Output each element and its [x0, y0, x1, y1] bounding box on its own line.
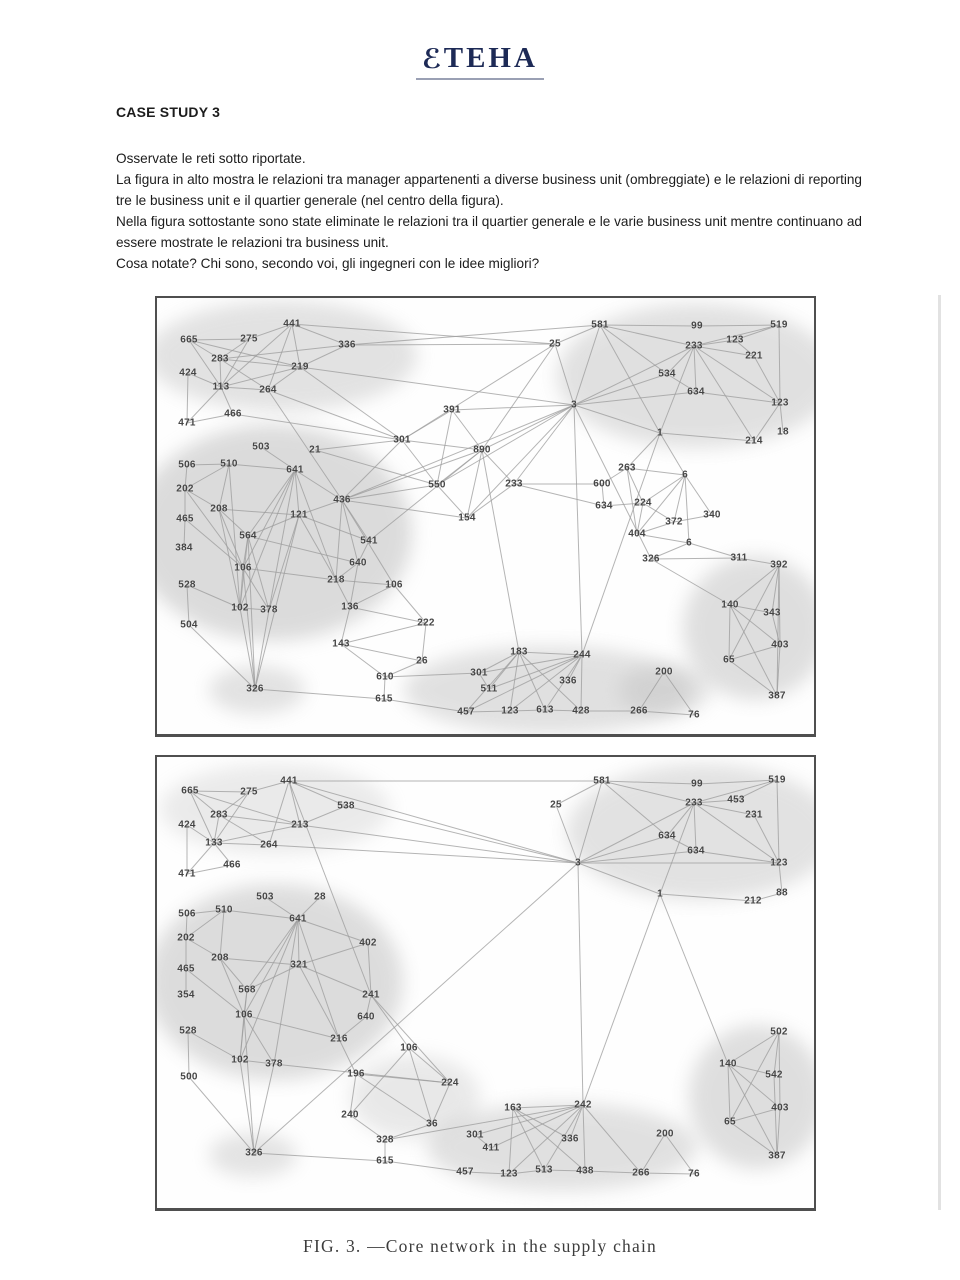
network-edge [346, 806, 578, 863]
network-node-99: 99 [691, 320, 703, 332]
network-node-123: 123 [501, 705, 519, 717]
network-node-541: 541 [360, 535, 378, 547]
network-node-154: 154 [458, 512, 476, 524]
network-edge [467, 405, 574, 518]
network-node-340: 340 [703, 509, 721, 521]
network-node-600: 600 [593, 478, 611, 490]
network-node-1: 1 [657, 888, 663, 900]
network-node-328: 328 [376, 1134, 394, 1146]
network-node-26: 26 [416, 655, 428, 667]
network-node-202: 202 [177, 932, 195, 944]
network-node-123: 123 [726, 334, 744, 346]
network-node-466: 466 [224, 408, 242, 420]
network-node-336: 336 [338, 339, 356, 351]
network-node-436: 436 [333, 494, 351, 506]
network-node-301: 301 [466, 1129, 484, 1141]
case-study-heading: CASE STUDY 3 [116, 104, 221, 120]
network-node-581: 581 [593, 775, 611, 787]
network-node-65: 65 [723, 654, 735, 666]
network-node-378: 378 [265, 1058, 283, 1070]
network-node-275: 275 [240, 786, 258, 798]
network-figure-top [155, 296, 816, 737]
body-text [116, 148, 862, 274]
network-node-384: 384 [175, 542, 193, 554]
network-node-121: 121 [290, 509, 308, 521]
network-node-25: 25 [549, 338, 561, 350]
network-node-275: 275 [240, 333, 258, 345]
network-node-326: 326 [642, 553, 660, 565]
network-node-613: 613 [536, 704, 554, 716]
network-node-28: 28 [314, 891, 326, 903]
network-node-402: 402 [359, 937, 377, 949]
cluster-shading-blob [157, 301, 417, 411]
cluster-shading-blob [157, 425, 412, 641]
network-node-424: 424 [178, 819, 196, 831]
network-node-231: 231 [745, 809, 763, 821]
network-node-564: 564 [239, 530, 257, 542]
network-node-534: 534 [658, 368, 676, 380]
cluster-shading-blob [689, 1025, 814, 1169]
network-node-403: 403 [771, 1102, 789, 1114]
network-node-133: 133 [205, 837, 223, 849]
network-node-441: 441 [283, 318, 301, 330]
network-node-500: 500 [180, 1071, 198, 1083]
network-node-466: 466 [223, 859, 241, 871]
network-node-506: 506 [178, 908, 196, 920]
network-edge [402, 440, 437, 485]
network-node-519: 519 [770, 319, 788, 331]
network-node-106: 106 [235, 1009, 253, 1021]
network-node-113: 113 [212, 381, 230, 393]
network-node-404: 404 [628, 528, 646, 540]
network-edge [342, 405, 574, 500]
network-node-634: 634 [687, 386, 705, 398]
network-edge [482, 344, 555, 450]
network-edge [685, 475, 689, 543]
network-node-3: 3 [575, 857, 581, 869]
network-node-438: 438 [576, 1165, 594, 1177]
network-node-457: 457 [457, 706, 475, 718]
network-node-336: 336 [559, 675, 577, 687]
network-node-453: 453 [727, 794, 745, 806]
network-edge [514, 484, 604, 506]
network-node-102: 102 [231, 1054, 249, 1066]
network-node-465: 465 [176, 513, 194, 525]
network-node-18: 18 [777, 426, 789, 438]
network-node-326: 326 [245, 1147, 263, 1159]
network-node-221: 221 [745, 350, 763, 362]
network-node-471: 471 [178, 868, 196, 880]
network-node-224: 224 [441, 1077, 459, 1089]
network-node-510: 510 [220, 458, 238, 470]
network-node-99: 99 [691, 778, 703, 790]
logo-text: TEHA [443, 42, 538, 74]
network-node-244: 244 [573, 649, 591, 661]
network-node-140: 140 [721, 599, 739, 611]
network-node-123: 123 [771, 397, 789, 409]
network-node-25: 25 [550, 799, 562, 811]
network-node-233: 233 [505, 478, 523, 490]
network-node-301: 301 [470, 667, 488, 679]
network-node-212: 212 [744, 895, 762, 907]
network-node-106: 106 [400, 1042, 418, 1054]
teha-monogram-icon: ℰ [422, 44, 442, 75]
network-node-224: 224 [634, 497, 652, 509]
network-node-301: 301 [393, 434, 411, 446]
network-node-264: 264 [259, 384, 277, 396]
network-node-202: 202 [176, 483, 194, 495]
network-edge [341, 623, 426, 644]
network-node-123: 123 [770, 857, 788, 869]
network-node-326: 326 [246, 683, 264, 695]
network-node-222: 222 [417, 617, 435, 629]
network-node-1: 1 [657, 427, 663, 439]
network-node-88: 88 [776, 887, 788, 899]
network-node-242: 242 [574, 1099, 592, 1111]
network-node-241: 241 [362, 989, 380, 1001]
network-node-634: 634 [687, 845, 705, 857]
network-node-200: 200 [656, 1128, 674, 1140]
network-node-106: 106 [234, 562, 252, 574]
network-node-457: 457 [456, 1166, 474, 1178]
network-node-143: 143 [332, 638, 350, 650]
network-node-391: 391 [443, 404, 461, 416]
network-node-634: 634 [595, 500, 613, 512]
network-node-640: 640 [357, 1011, 375, 1023]
network-edge [660, 894, 728, 1064]
network-node-208: 208 [211, 952, 229, 964]
network-node-387: 387 [768, 1150, 786, 1162]
network-node-102: 102 [231, 602, 249, 614]
network-node-538: 538 [337, 800, 355, 812]
network-node-183: 183 [510, 646, 528, 658]
paragraph-intro: Osservate le reti sotto riportate. [116, 151, 306, 166]
network-node-264: 264 [260, 839, 278, 851]
network-node-665: 665 [180, 334, 198, 346]
network-node-581: 581 [591, 319, 609, 331]
network-node-233: 233 [685, 797, 703, 809]
network-node-311: 311 [730, 552, 748, 564]
network-node-513: 513 [535, 1164, 553, 1176]
network-node-36: 36 [426, 1118, 438, 1130]
network-node-634: 634 [658, 830, 676, 842]
network-node-208: 208 [210, 503, 228, 515]
network-node-568: 568 [238, 984, 256, 996]
network-edge [269, 845, 578, 863]
network-node-283: 283 [210, 809, 228, 821]
network-node-6: 6 [682, 469, 688, 481]
network-node-503: 503 [252, 441, 270, 453]
network-node-471: 471 [178, 417, 196, 429]
network-node-266: 266 [632, 1167, 650, 1179]
network-node-641: 641 [289, 913, 307, 925]
network-node-528: 528 [179, 1025, 197, 1037]
network-node-503: 503 [256, 891, 274, 903]
network-node-411: 411 [482, 1142, 500, 1154]
network-node-233: 233 [685, 340, 703, 352]
network-node-615: 615 [376, 1155, 394, 1167]
network-node-465: 465 [177, 963, 195, 975]
network-node-65: 65 [724, 1116, 736, 1128]
network-node-378: 378 [260, 604, 278, 616]
paragraph-bottom-figure: Nella figura sottostante sono state eliminate le relazioni tra il quartier generale e le varie business unit mentre continuano ad essere mostrate le relazioni tra business unit. [116, 214, 862, 250]
network-node-428: 428 [572, 705, 590, 717]
network-node-136: 136 [341, 601, 359, 613]
network-node-550: 550 [428, 479, 446, 491]
logo [0, 42, 960, 80]
page-scan-edge [938, 295, 941, 1210]
network-node-321: 321 [290, 959, 308, 971]
network-edge [578, 863, 583, 1105]
network-node-196: 196 [347, 1068, 365, 1080]
network-node-336: 336 [561, 1133, 579, 1145]
network-node-283: 283 [211, 353, 229, 365]
network-node-542: 542 [765, 1069, 783, 1081]
figure-caption: FIG. 3. —Core network in the supply chain [303, 1236, 657, 1256]
network-edge [402, 440, 482, 450]
network-node-640: 640 [349, 557, 367, 569]
network-node-6: 6 [686, 537, 692, 549]
network-edge [437, 410, 452, 485]
network-edge [583, 894, 660, 1105]
network-node-21: 21 [309, 444, 321, 456]
paragraph-question: Cosa notate? Chi sono, secondo voi, gli ingegneri con le idee migliori? [116, 256, 540, 271]
network-node-519: 519 [768, 774, 786, 786]
network-node-424: 424 [179, 367, 197, 379]
network-node-387: 387 [768, 690, 786, 702]
network-node-441: 441 [280, 775, 298, 787]
network-node-392: 392 [770, 559, 788, 571]
network-node-372: 372 [665, 516, 683, 528]
network-node-510: 510 [215, 904, 233, 916]
network-node-263: 263 [618, 462, 636, 474]
network-node-665: 665 [181, 785, 199, 797]
network-figure-bottom [155, 755, 816, 1211]
network-node-528: 528 [178, 579, 196, 591]
network-edge [574, 405, 582, 655]
network-node-76: 76 [688, 1168, 700, 1180]
network-node-214: 214 [745, 435, 763, 447]
network-node-502: 502 [770, 1026, 788, 1038]
network-node-615: 615 [375, 693, 393, 705]
network-node-354: 354 [177, 989, 195, 1001]
network-node-266: 266 [630, 705, 648, 717]
network-node-240: 240 [341, 1109, 359, 1121]
network-node-213: 213 [291, 819, 309, 831]
network-node-504: 504 [180, 619, 198, 631]
network-node-123: 123 [500, 1168, 518, 1180]
network-node-106: 106 [385, 579, 403, 591]
network-node-403: 403 [771, 639, 789, 651]
network-node-200: 200 [655, 666, 673, 678]
network-node-3: 3 [571, 399, 577, 411]
logo-underline [416, 42, 544, 80]
network-node-610: 610 [376, 671, 394, 683]
network-node-163: 163 [504, 1102, 522, 1114]
network-node-506: 506 [178, 459, 196, 471]
network-node-641: 641 [286, 464, 304, 476]
network-node-511: 511 [480, 683, 498, 695]
network-node-219: 219 [291, 361, 309, 373]
network-node-76: 76 [688, 709, 700, 721]
network-node-140: 140 [719, 1058, 737, 1070]
network-edge [482, 405, 574, 450]
network-node-218: 218 [327, 574, 345, 586]
network-edges-layer [157, 757, 814, 1208]
network-node-343: 343 [763, 607, 781, 619]
network-node-216: 216 [330, 1033, 348, 1045]
network-edge [651, 558, 739, 559]
paragraph-top-figure: La figura in alto mostra le relazioni tra manager appartenenti a diverse business unit (ombreggiate) e le relazioni di reporting tre le business unit e il quartier generale (nel centro della figura). [116, 172, 862, 208]
network-node-890: 890 [473, 444, 491, 456]
